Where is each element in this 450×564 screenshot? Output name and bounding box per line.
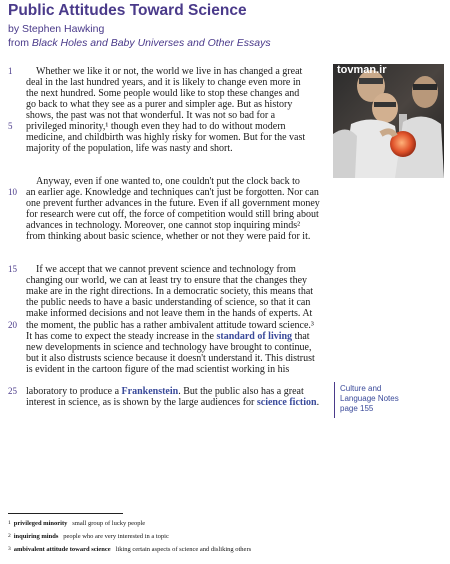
scientists-photo xyxy=(333,64,444,178)
text-line: medicine, and childbirth was highly risky for women. But for the vast xyxy=(26,132,306,143)
text-line: for research were cut off, the force of competition would still bring about xyxy=(26,209,319,220)
side-note-page-link[interactable]: page 155 xyxy=(340,404,374,413)
source-prefix: from xyxy=(8,37,32,49)
text-line: If we accept that we cannot prevent science and technology from xyxy=(36,264,296,275)
page-title: Public Attitudes Toward Science xyxy=(8,2,247,19)
side-note-line: Culture and xyxy=(340,384,382,393)
line-number: 10 xyxy=(8,187,17,197)
line-number: 20 xyxy=(8,320,17,330)
glossary-term-science-fiction[interactable]: science fiction xyxy=(256,397,317,408)
text-line: from thinking about basic science, whether or not they were paid for it. xyxy=(26,231,311,242)
text-line: shows, the past was not that wonderful. It was not so bad for a xyxy=(26,110,276,121)
side-note-bar xyxy=(334,382,335,418)
author-line: by Stephen Hawking xyxy=(8,23,105,35)
text-line xyxy=(26,397,319,408)
footnote-term: inquiring minds xyxy=(13,533,59,540)
footnote-divider xyxy=(8,513,123,514)
footnote-3 xyxy=(8,545,251,554)
text-line: privileged minority,¹ though even they had to do without modern xyxy=(26,121,286,132)
text-span: interest in science, as is shown by the large audiences for xyxy=(26,397,257,408)
text-line: make are in the right directions. In a democratic society, this means that xyxy=(26,286,314,297)
footnote-definition: people who are very interested in a topic xyxy=(63,533,169,540)
text-line: advances in technology. Moreover, one cannot stop inquiring minds² xyxy=(26,220,301,231)
text-line: go back to what they see as a purer and simpler age. But as history xyxy=(26,99,293,110)
line-number: 5 xyxy=(8,121,13,131)
text-line: the moment, the public has a rather ambivalent attitude toward science.³ xyxy=(26,320,314,331)
footnote-term: privileged minority xyxy=(13,520,68,527)
text-line: Anyway, even if one wanted to, one couldn't put the clock back to xyxy=(36,176,300,187)
scientists-with-flask-photo-icon xyxy=(333,64,444,178)
text-span: . But the public also has a great xyxy=(178,386,304,397)
footnote-term: ambivalent attitude toward science xyxy=(13,546,111,553)
text-line: deal in the last hundred years, and it is likely to change even more in xyxy=(26,77,301,88)
side-note-line: Language Notes xyxy=(340,394,399,403)
text-line: make informed decisions and not leave them in the hands of experts. At xyxy=(26,308,313,319)
text-line: but it also distrusts science because it doesn't understand it. This distrust xyxy=(26,353,315,364)
text-line: is evident in the cartoon figure of the mad scientist working in his xyxy=(26,364,290,375)
text-line: the public needs to have a basic understanding of science, so that it can xyxy=(26,297,311,308)
line-number: 25 xyxy=(8,386,17,396)
watermark-text: tovman.ir xyxy=(337,64,387,76)
source-book-title: Black Holes and Baby Universes and Other Essays xyxy=(31,37,271,49)
text-line: the next hundred. Some people would like to stop these changes and xyxy=(26,88,300,99)
footnote-2 xyxy=(8,532,169,541)
text-line xyxy=(26,331,310,342)
line-number: 1 xyxy=(8,66,13,76)
text-span: . xyxy=(316,397,320,408)
footnote-1 xyxy=(8,519,145,528)
line-number: 15 xyxy=(8,264,17,274)
glossary-term-standard-of-living[interactable]: standard of living xyxy=(216,331,293,342)
footnote-number: 1 xyxy=(8,520,11,526)
text-line: new developments in science and technology have brought to continue, xyxy=(26,342,312,353)
text-span: that xyxy=(292,331,310,342)
text-line: Whether we like it or not, the world we live in has changed a great xyxy=(36,66,303,77)
text-line xyxy=(26,386,304,397)
footnote-number: 3 xyxy=(8,546,11,552)
text-span: It has come to expect the steady increase in the xyxy=(26,331,217,342)
text-line: majority of the population, life was nasty and short. xyxy=(26,143,233,154)
footnote-number: 2 xyxy=(8,533,11,539)
text-line: changing our world, we can at least try to ensure that the changes they xyxy=(26,275,308,286)
footnote-definition: small group of lucky people xyxy=(72,520,146,527)
source-line xyxy=(8,37,271,49)
text-line: one prevent further advances in the future. Even if all government money xyxy=(26,198,320,209)
glossary-term-frankenstein[interactable]: Frankenstein xyxy=(121,386,179,397)
text-span: laboratory to produce a xyxy=(26,386,122,397)
footnote-definition: liking certain aspects of science and disliking others xyxy=(115,546,252,553)
text-line: an earlier age. Knowledge and techniques can't just be forgotten. Nor can xyxy=(26,187,319,198)
